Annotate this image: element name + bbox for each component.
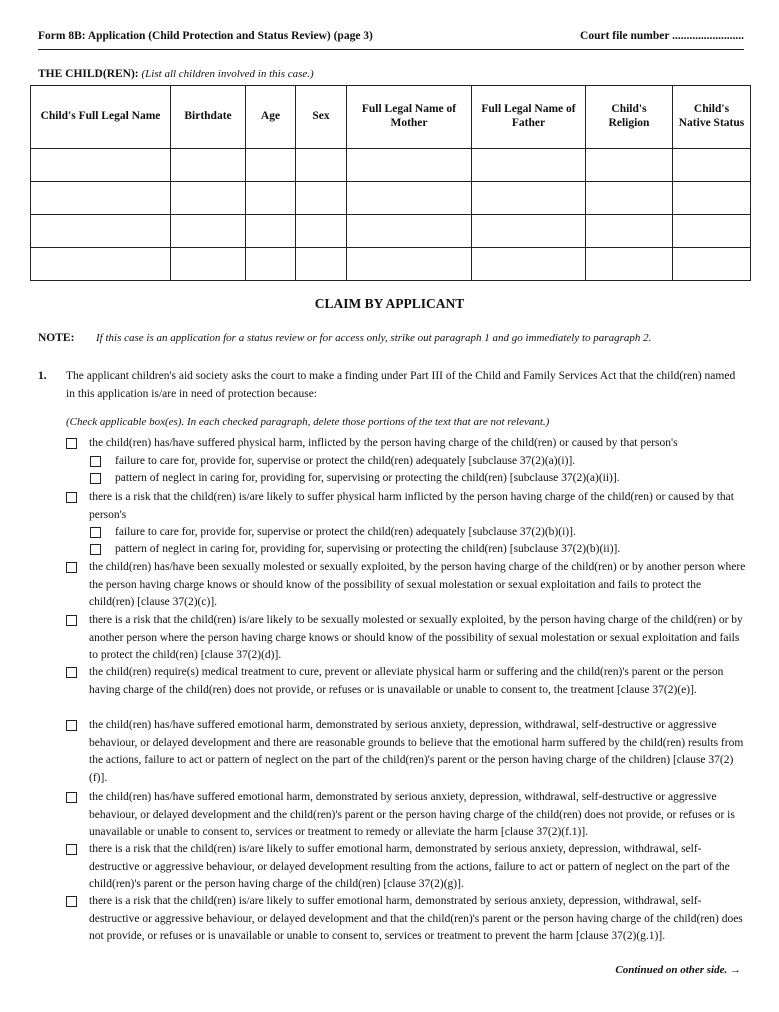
paragraph-1 xyxy=(38,367,744,403)
check-instruction: (Check applicable box(es). In each checked paragraph, delete those portions of the text that are not relevant.) xyxy=(66,416,550,428)
claim-option-text: there is a risk that the child(ren) is/are likely to suffer physical harm inflicted by the person having charge of the child(ren) or caused by that person's xyxy=(89,491,734,521)
claim-option-physical-harm xyxy=(66,435,746,453)
claim-option-text: there is a risk that the child(ren) is/are likely to be sexually molested or sexually exploited, by the person having charge of the child(ren) or by another person where the person having charge knows or should know of the possibility of sexual molestation or sexual exploitation and fails to protect the child(ren) [clause 37(2)(d)]. xyxy=(89,614,743,661)
table-cell[interactable] xyxy=(171,182,246,215)
table-cell[interactable] xyxy=(171,215,246,248)
claim-option-medical-treatment xyxy=(66,664,746,699)
table-cell[interactable] xyxy=(347,182,472,215)
checkbox[interactable] xyxy=(66,667,77,678)
claim-option-text: failure to care for, provide for, supervise or protect the child(ren) adequately [subclause 37(2)(a)(i)]. xyxy=(115,455,576,467)
claim-option-text: there is a risk that the child(ren) is/are likely to suffer emotional harm, demonstrated by serious anxiety, depression, withdrawal, self-destructive or aggressive behaviour, or delayed development resulting from the actions, failure to act or pattern of neglect on the part of the child(ren)'s parent or the person having charge of the child(ren) [clause 37(2)(g)]. xyxy=(89,843,730,890)
table-cell[interactable] xyxy=(472,149,586,182)
table-cell[interactable] xyxy=(296,248,347,281)
col-birthdate: Birthdate xyxy=(171,86,246,149)
table-cell[interactable] xyxy=(296,215,347,248)
table-row xyxy=(31,182,751,215)
table-cell[interactable] xyxy=(347,248,472,281)
table-row xyxy=(31,149,751,182)
table-cell[interactable] xyxy=(246,182,296,215)
children-table xyxy=(30,85,751,281)
court-file-number[interactable]: Court file number ......................... xyxy=(580,30,744,42)
table-row xyxy=(31,215,751,248)
table-cell[interactable] xyxy=(673,182,751,215)
claim-suboption-failure-to-care-b xyxy=(90,524,746,542)
table-cell[interactable] xyxy=(586,215,673,248)
claim-option-risk-emotional-harm-treatment xyxy=(66,893,746,946)
table-cell[interactable] xyxy=(31,215,171,248)
table-cell[interactable] xyxy=(171,248,246,281)
children-table-header xyxy=(31,86,751,149)
claim-suboption-failure-to-care-a xyxy=(90,453,746,471)
table-cell[interactable] xyxy=(171,149,246,182)
form-title: Form 8B: Application (Child Protection and Status Review) (page 3) xyxy=(38,30,373,42)
col-native-status: Child's Native Status xyxy=(673,86,751,149)
children-heading xyxy=(38,68,314,80)
table-cell[interactable] xyxy=(586,149,673,182)
checkbox[interactable] xyxy=(66,562,77,573)
claim-option-sexual-molestation xyxy=(66,559,746,612)
table-row xyxy=(31,248,751,281)
claim-option-emotional-harm-treatment xyxy=(66,789,746,842)
children-heading-instruction: (List all children involved in this case.) xyxy=(141,68,314,80)
note xyxy=(38,332,748,344)
table-cell[interactable] xyxy=(472,248,586,281)
claim-option-text: the child(ren) has/have suffered physical harm, inflicted by the person having charge of the child(ren) or caused by that person's xyxy=(89,437,678,449)
checkbox[interactable] xyxy=(66,438,77,449)
claim-option-emotional-harm-actions xyxy=(66,717,746,787)
claim-option-text: the child(ren) has/have suffered emotional harm, demonstrated by serious anxiety, depression, withdrawal, self-destructive or aggressive behaviour, or delayed development and there are reasonable grounds to believe that the emotional harm suffered by the child(ren) results from the actions, failure to act or pattern of neglect on the part of the child(ren)'s parent or the person having charge of the children) [clause 37(2)(f)]. xyxy=(89,719,744,784)
claim-option-text: the child(ren) has/have suffered emotional harm, demonstrated by serious anxiety, depression, withdrawal, self-destructive or aggressive behaviour, or delayed development and the child(ren)'s parent or the person having charge of the child(ren) does not provide, or refuses or is unavailable or unable to consent to, services or treatment to remedy or alleviate the harm [clause 37(2)(f.1)]. xyxy=(89,791,735,838)
claim-suboption-pattern-of-neglect-a xyxy=(90,470,746,488)
table-cell[interactable] xyxy=(673,149,751,182)
checkbox[interactable] xyxy=(66,615,77,626)
continued-note: Continued on other side. → xyxy=(615,964,741,976)
claim-option-text: pattern of neglect in caring for, providing for, supervising or protecting the child(ren) [subclause 37(2)(b)(ii)]. xyxy=(115,543,621,555)
col-mother-name: Full Legal Name of Mother xyxy=(347,86,472,149)
table-cell[interactable] xyxy=(246,149,296,182)
table-cell[interactable] xyxy=(31,182,171,215)
checkbox[interactable] xyxy=(66,844,77,855)
table-cell[interactable] xyxy=(296,182,347,215)
checkbox[interactable] xyxy=(66,720,77,731)
claim-option-risk-physical-harm xyxy=(66,489,746,524)
table-cell[interactable] xyxy=(246,215,296,248)
table-cell[interactable] xyxy=(673,215,751,248)
checkbox[interactable] xyxy=(90,473,101,484)
checkbox[interactable] xyxy=(66,492,77,503)
paragraph-1-text: The applicant children's aid society asks the court to make a finding under Part III of the Child and Family Services Act that the child(ren) named in this application is/are in need of protection because: xyxy=(66,370,736,400)
claim-option-text: the child(ren) has/have been sexually molested or sexually exploited, by the person having charge of the child(ren) or by another person where the person having charge knows or should know of the possibility of sexual molestation or sexual exploitation and fails to protect the child(ren) [clause 37(2)(c)]. xyxy=(89,561,746,608)
col-father-name: Full Legal Name of Father xyxy=(472,86,586,149)
table-cell[interactable] xyxy=(31,248,171,281)
col-sex: Sex xyxy=(296,86,347,149)
note-label: NOTE: xyxy=(38,332,75,344)
table-cell[interactable] xyxy=(31,149,171,182)
checkbox[interactable] xyxy=(66,792,77,803)
checkbox[interactable] xyxy=(66,896,77,907)
checkbox[interactable] xyxy=(90,527,101,538)
claim-option-text: there is a risk that the child(ren) is/are likely to suffer emotional harm, demonstrated by serious anxiety, depression, withdrawal, self-destructive or aggressive behaviour, or delayed development and that the child(ren)'s parent or the person having charge of the child(ren) does not provide, or refuses or is unavailable or unable to consent to, services or treatment to prevent the harm [clause 37(2)(g.1)]. xyxy=(89,895,743,942)
claim-option-text: the child(ren) require(s) medical treatment to cure, prevent or alleviate physical harm or suffering and the child(ren)'s parent or the person having charge of the child(ren) does not provide, or refuses or is unavailable or unable to consent to, the treatment [clause 37(2)(e)]. xyxy=(89,666,724,696)
claim-suboption-pattern-of-neglect-b xyxy=(90,541,746,559)
table-cell[interactable] xyxy=(673,248,751,281)
table-cell[interactable] xyxy=(347,149,472,182)
table-cell[interactable] xyxy=(347,215,472,248)
table-cell[interactable] xyxy=(246,248,296,281)
header-rule xyxy=(38,49,744,50)
note-text: If this case is an application for a status review or for access only, strike out paragraph 1 and go immediately to paragraph 2. xyxy=(96,332,652,344)
children-heading-label: THE CHILD(REN): xyxy=(38,68,139,80)
table-cell[interactable] xyxy=(472,182,586,215)
page-header xyxy=(38,30,744,52)
claim-option-risk-sexual-molestation xyxy=(66,612,746,665)
table-cell[interactable] xyxy=(296,149,347,182)
claim-title: CLAIM BY APPLICANT xyxy=(314,296,465,311)
paragraph-number: 1. xyxy=(38,370,47,382)
claim-option-risk-emotional-harm-actions xyxy=(66,841,746,894)
col-religion: Child's Religion xyxy=(586,86,673,149)
table-cell[interactable] xyxy=(586,182,673,215)
col-child-name: Child's Full Legal Name xyxy=(31,86,171,149)
table-cell[interactable] xyxy=(472,215,586,248)
col-age: Age xyxy=(246,86,296,149)
checkbox[interactable] xyxy=(90,544,101,555)
claim-option-text: pattern of neglect in caring for, providing for, supervising or protecting the child(ren) [subclause 37(2)(a)(ii)]. xyxy=(115,472,620,484)
claim-option-text: failure to care for, provide for, supervise or protect the child(ren) adequately [subclause 37(2)(b)(i)]. xyxy=(115,526,576,538)
checkbox[interactable] xyxy=(90,456,101,467)
table-cell[interactable] xyxy=(586,248,673,281)
